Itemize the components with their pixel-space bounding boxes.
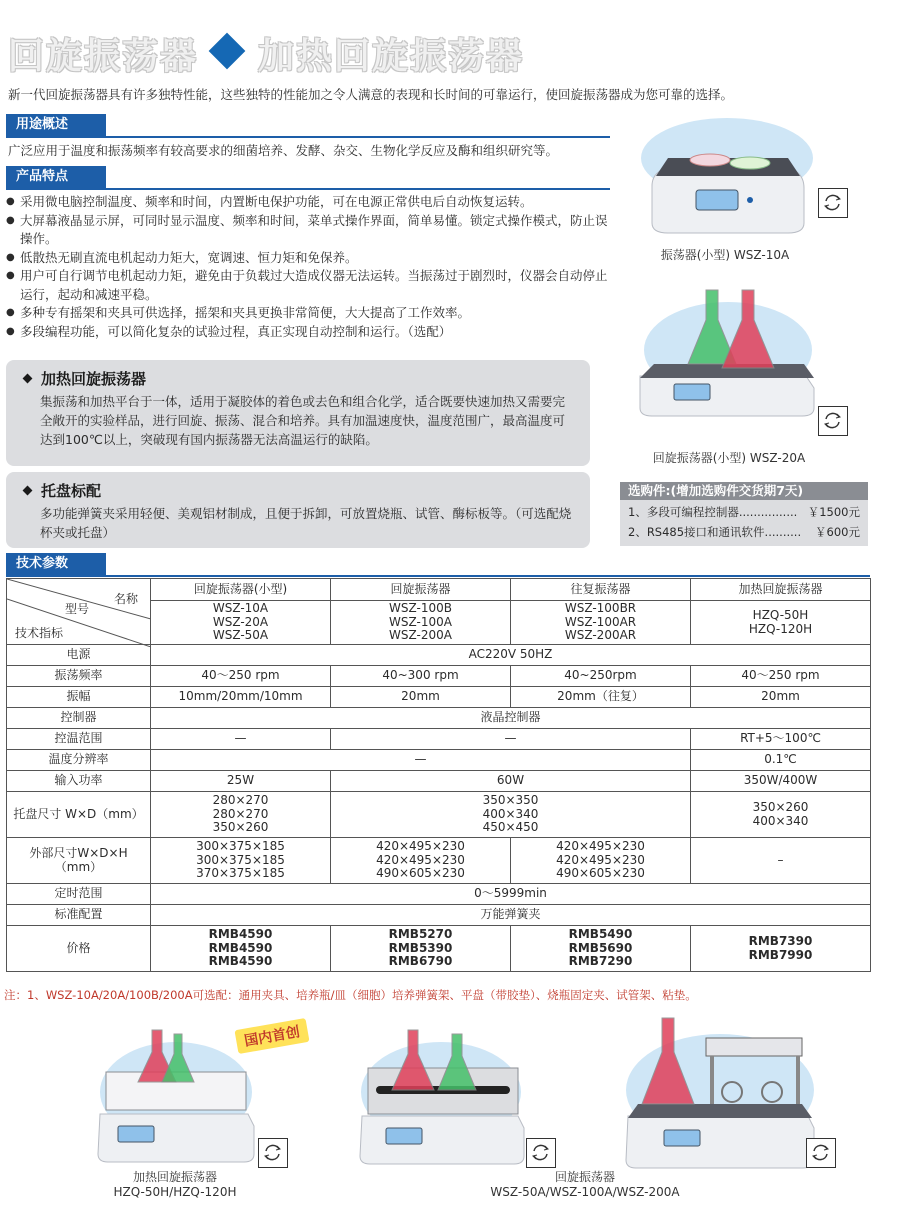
price-cell: RMB5270 RMB5390 RMB6790 bbox=[331, 926, 511, 972]
option-item bbox=[620, 520, 868, 540]
page-title bbox=[8, 28, 524, 79]
rotation-icon bbox=[818, 406, 848, 436]
row-label: 电源 bbox=[7, 645, 151, 666]
feature-item: ● 多段编程功能，可以简化复杂的试验过程，真正实现自动控制和运行。（选配） bbox=[6, 323, 614, 342]
rotation-icon bbox=[818, 188, 848, 218]
tray-standard-box bbox=[6, 472, 590, 548]
outer-size-cell: 300×375×185 300×375×185 370×375×185 bbox=[151, 838, 331, 884]
input-power-cell: 60W bbox=[331, 771, 691, 792]
feature-item: ● 采用微电脑控制温度、频率和时间，内置断电保护功能，可在电源正常供电后自动恢复运转。 bbox=[6, 193, 614, 212]
caption-wsz-10a: 振荡器(小型) WSZ-10A bbox=[660, 248, 790, 262]
options-heading: 选购件:(增加选购件交货期7天) bbox=[620, 482, 868, 500]
row-label: 振幅 bbox=[7, 687, 151, 708]
caption-wsz bbox=[470, 1170, 700, 1200]
first-in-china-badge: 国内首创 bbox=[234, 1018, 309, 1054]
caption-wsz-line2: WSZ-50A/WSZ-100A/WSZ-200A bbox=[490, 1185, 680, 1199]
tray-size-cell: 280×270 280×270 350×260 bbox=[151, 792, 331, 838]
spec-divider bbox=[6, 575, 870, 577]
resolution-cell: — bbox=[151, 750, 691, 771]
outer-size-cell: – bbox=[691, 838, 871, 884]
outer-size-cell: 420×495×230 420×495×230 490×605×230 bbox=[511, 838, 691, 884]
column-header: 回旋振荡器 bbox=[331, 579, 511, 601]
wsz-10a-image bbox=[638, 118, 816, 238]
table-row bbox=[7, 579, 871, 601]
model-cell: WSZ-100B WSZ-100A WSZ-200A bbox=[331, 601, 511, 645]
price-cell: RMB4590 RMB4590 RMB4590 bbox=[151, 926, 331, 972]
table-row bbox=[7, 729, 871, 750]
option-name: 2、RS485接口和通讯软件.......... bbox=[628, 525, 802, 539]
title-right: 加热回旋振荡器 bbox=[258, 36, 525, 77]
input-power-cell: 350W/400W bbox=[691, 771, 871, 792]
amp-cell: 20mm（往复） bbox=[511, 687, 691, 708]
rotation-icon bbox=[806, 1138, 836, 1168]
usage-section bbox=[6, 114, 610, 138]
column-header: 回旋振荡器(小型) bbox=[151, 579, 331, 601]
caption-wsz-line1: 回旋振荡器 bbox=[554, 1170, 615, 1184]
tray-size-cell: 350×350 400×340 450×450 bbox=[331, 792, 691, 838]
amp-cell: 20mm bbox=[331, 687, 511, 708]
row-label: 控制器 bbox=[7, 708, 151, 729]
amp-cell: 10mm/20mm/10mm bbox=[151, 687, 331, 708]
row-label: 输入功率 bbox=[7, 771, 151, 792]
table-row bbox=[7, 708, 871, 729]
corner-name: 名称 bbox=[113, 592, 138, 606]
table-row bbox=[7, 792, 871, 838]
row-label: 控温范围 bbox=[7, 729, 151, 750]
price-cell: RMB5490 RMB5690 RMB7290 bbox=[511, 926, 691, 972]
tray-size-cell: 350×260 400×340 bbox=[691, 792, 871, 838]
standard-config-cell: 万能弹簧夹 bbox=[151, 905, 871, 926]
hzq-image bbox=[96, 1022, 256, 1166]
spec-heading: 技术参数 bbox=[6, 553, 106, 575]
corner-index: 技术指标 bbox=[15, 626, 64, 640]
bullet-diamond-icon bbox=[23, 374, 33, 384]
resolution-cell: 0.1℃ bbox=[691, 750, 871, 771]
freq-cell: 40～250 rpm bbox=[691, 666, 871, 687]
row-label: 价格 bbox=[7, 926, 151, 972]
feature-item: ● 用户可自行调节电机起动力矩，避免由于负载过大造成仪器无法运转。当振荡过于剧烈时，仪器会自动停止运行，起动和减速平稳。 bbox=[6, 267, 614, 304]
caption-hzq-line2: HZQ-50H/HZQ-120H bbox=[113, 1185, 237, 1199]
freq-cell: 40～250 rpm bbox=[151, 666, 331, 687]
title-left: 回旋振荡器 bbox=[8, 36, 199, 77]
features-divider bbox=[6, 188, 610, 190]
intro-text: 新一代回旋振荡器具有许多独特性能，这些独特的性能加之令人满意的表现和长时间的可靠运行，使回旋振荡器成为您可靠的选择。 bbox=[8, 87, 734, 102]
row-label: 外部尺寸W×D×H （mm） bbox=[7, 838, 151, 884]
optional-parts-box bbox=[620, 482, 868, 546]
caption-hzq bbox=[90, 1170, 260, 1200]
caption-hzq-line1: 加热回旋振荡器 bbox=[132, 1170, 217, 1184]
price-cell: RMB7390 RMB7990 bbox=[691, 926, 871, 972]
table-row bbox=[7, 645, 871, 666]
row-label: 标准配置 bbox=[7, 905, 151, 926]
table-row bbox=[7, 884, 871, 905]
heated-box-title: 加热回旋振荡器 bbox=[41, 370, 147, 388]
multi-clamp-image bbox=[622, 1012, 818, 1170]
features-list bbox=[6, 193, 614, 341]
wsz-20a-image bbox=[636, 280, 820, 430]
spec-section bbox=[6, 553, 870, 577]
row-label: 定时范围 bbox=[7, 884, 151, 905]
table-row bbox=[7, 926, 871, 972]
usage-divider bbox=[6, 136, 610, 138]
rotation-icon bbox=[526, 1138, 556, 1168]
heated-box-text: 集振荡和加热平台于一体，适用于凝胶体的着色或去色和组合化学，适合既要快速加热又需要完全敞开的实验样品，进行回旋、振荡、混合和培养。具有加温速度快，温度范围广，最高温度可达到100℃以上，突破现有国内振荡器无法高温运行的缺陷。 bbox=[40, 394, 566, 447]
column-header: 加热回旋振荡器 bbox=[691, 579, 871, 601]
timer-cell: 0～5999min bbox=[151, 884, 871, 905]
usage-text: 广泛应用于温度和振荡频率有较高要求的细菌培养、发酵、杂交、生物化学反应及酶和组织研究等。 bbox=[8, 143, 559, 158]
diamond-icon bbox=[209, 33, 246, 70]
row-label: 托盘尺寸 W×D（mm） bbox=[7, 792, 151, 838]
freq-cell: 40~300 rpm bbox=[331, 666, 511, 687]
temp-cell: — bbox=[151, 729, 331, 750]
power-cell: AC220V 50HZ bbox=[151, 645, 871, 666]
tray-box-text: 多功能弹簧夹采用轻便、美观铝材制成，且便于拆卸，可放置烧瓶、试管、酶标板等。（可选配烧杯夹或托盘） bbox=[40, 506, 572, 540]
amp-cell: 20mm bbox=[691, 687, 871, 708]
table-row bbox=[7, 838, 871, 884]
spec-table bbox=[6, 578, 871, 972]
temp-cell: RT+5～100℃ bbox=[691, 729, 871, 750]
row-label: 温度分辨率 bbox=[7, 750, 151, 771]
option-price: ￥600元 bbox=[815, 525, 860, 539]
model-cell: HZQ-50H HZQ-120H bbox=[691, 601, 871, 645]
bullet-diamond-icon bbox=[23, 486, 33, 496]
features-section bbox=[6, 166, 610, 190]
corner-cell bbox=[7, 579, 151, 645]
controller-cell: 液晶控制器 bbox=[151, 708, 871, 729]
table-row bbox=[7, 905, 871, 926]
row-label: 振荡频率 bbox=[7, 666, 151, 687]
tray-box-title: 托盘标配 bbox=[41, 482, 102, 500]
feature-item: ● 低散热无刷直流电机起动力矩大，宽调速、恒力矩和免保养。 bbox=[6, 249, 614, 268]
table-row bbox=[7, 750, 871, 771]
input-power-cell: 25W bbox=[151, 771, 331, 792]
corner-model: 型号 bbox=[65, 602, 90, 616]
option-item bbox=[620, 500, 868, 520]
feature-item: ● 大屏幕液晶显示屏，可同时显示温度、频率和时间，菜单式操作界面，简单易懂。锁定式操作模式，防止误操作。 bbox=[6, 212, 614, 249]
freq-cell: 40~250rpm bbox=[511, 666, 691, 687]
heated-shaker-box bbox=[6, 360, 590, 466]
footnote: 注：1、WSZ-10A/20A/100B/200A可选配：通用夹具、培养瓶/皿（细胞）培养弹簧架、平盘（带胶垫）、烧瓶固定夹、试管架、粘垫。 bbox=[4, 988, 697, 1002]
option-price: ￥1500元 bbox=[807, 505, 860, 519]
wsz-image bbox=[356, 1024, 526, 1166]
features-heading: 产品特点 bbox=[6, 166, 106, 188]
table-row bbox=[7, 687, 871, 708]
option-name: 1、多段可编程控制器................ bbox=[628, 505, 798, 519]
rotation-icon bbox=[258, 1138, 288, 1168]
model-cell: WSZ-10A WSZ-20A WSZ-50A bbox=[151, 601, 331, 645]
model-cell: WSZ-100BR WSZ-100AR WSZ-200AR bbox=[511, 601, 691, 645]
outer-size-cell: 420×495×230 420×495×230 490×605×230 bbox=[331, 838, 511, 884]
table-row bbox=[7, 771, 871, 792]
temp-cell: — bbox=[331, 729, 691, 750]
caption-wsz-20a: 回旋振荡器(小型) WSZ-20A bbox=[652, 451, 806, 465]
table-row bbox=[7, 666, 871, 687]
usage-heading: 用途概述 bbox=[6, 114, 106, 136]
column-header: 往复振荡器 bbox=[511, 579, 691, 601]
feature-item: ● 多种专有摇架和夹具可供选择，摇架和夹具更换非常简便，大大提高了工作效率。 bbox=[6, 304, 614, 323]
